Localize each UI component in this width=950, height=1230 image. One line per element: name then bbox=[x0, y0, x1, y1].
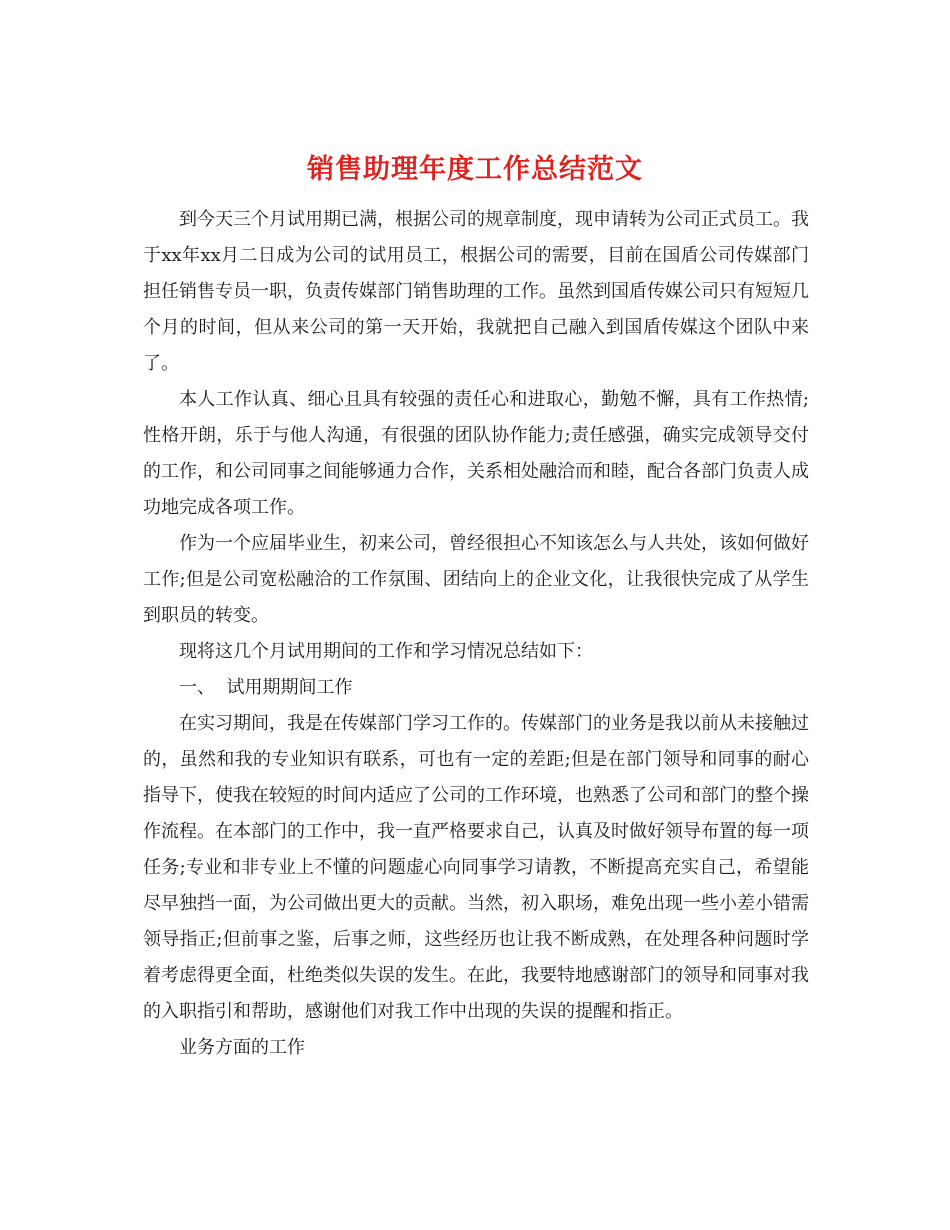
paragraph-self-evaluation: 本人工作认真、细心且具有较强的责任心和进取心，勤勉不懈，具有工作热情;性格开朗，乐于与他人沟通，有很强的团队协作能力;责任感强，确实完成领导交付的工作，和公司同事之间能够通力合作，关系相处融洽而和睦，配合各部门负责人成功地完成各项工作。 bbox=[143, 389, 809, 518]
document-body bbox=[143, 202, 809, 1066]
paragraph-intro: 到今天三个月试用期已满，根据公司的规章制度，现申请转为公司正式员工。我于xx年xx月二日成为公司的试用员工，根据公司的需要，目前在国盾公司传媒部门担任销售专员一职，负责传媒部门销售助理的工作。虽然到国盾传媒公司只有短短几个月的时间，但从来公司的第一天开始，我就把自己融入到国盾传媒这个团队中来了。 bbox=[143, 209, 809, 374]
paragraph-transition: 作为一个应届毕业生，初来公司，曾经很担心不知该怎么与人共处，该如何做好工作;但是公司宽松融洽的工作氛围、团结向上的企业文化，让我很快完成了从学生到职员的转变。 bbox=[143, 533, 809, 626]
document-title: 销售助理年度工作总结范文 bbox=[307, 154, 643, 186]
section-heading-business-work: 业务方面的工作 bbox=[179, 1037, 305, 1058]
section-heading-probation-work: 一、 试用期期间工作 bbox=[179, 677, 353, 698]
paragraph-internship: 在实习期间，我是在传媒部门学习工作的。传媒部门的业务是我以前从未接触过的，虽然和我的专业知识有联系，可也有一定的差距;但是在部门领导和同事的耐心指导下，使我在较短的时间内适应了公司的工作环境，也熟悉了公司和部门的整个操作流程。在本部门的工作中，我一直严格要求自己，认真及时做好领导布置的每一项任务;专业和非专业上不懂的问题虚心向同事学习请教，不断提高充实自己，希望能尽早独挡一面，为公司做出更大的贡献。当然，初入职场，难免出现一些小差小错需领导指正;但前事之鉴，后事之师，这些经历也让我不断成熟，在处理各种问题时学着考虑得更全面，杜绝类似失误的发生。在此，我要特地感谢部门的领导和同事对我的入职指引和帮助，感谢他们对我工作中出现的失误的提醒和指正。 bbox=[143, 713, 809, 1022]
paragraph-summary-lead: 现将这几个月试用期间的工作和学习情况总结如下： bbox=[179, 641, 593, 662]
